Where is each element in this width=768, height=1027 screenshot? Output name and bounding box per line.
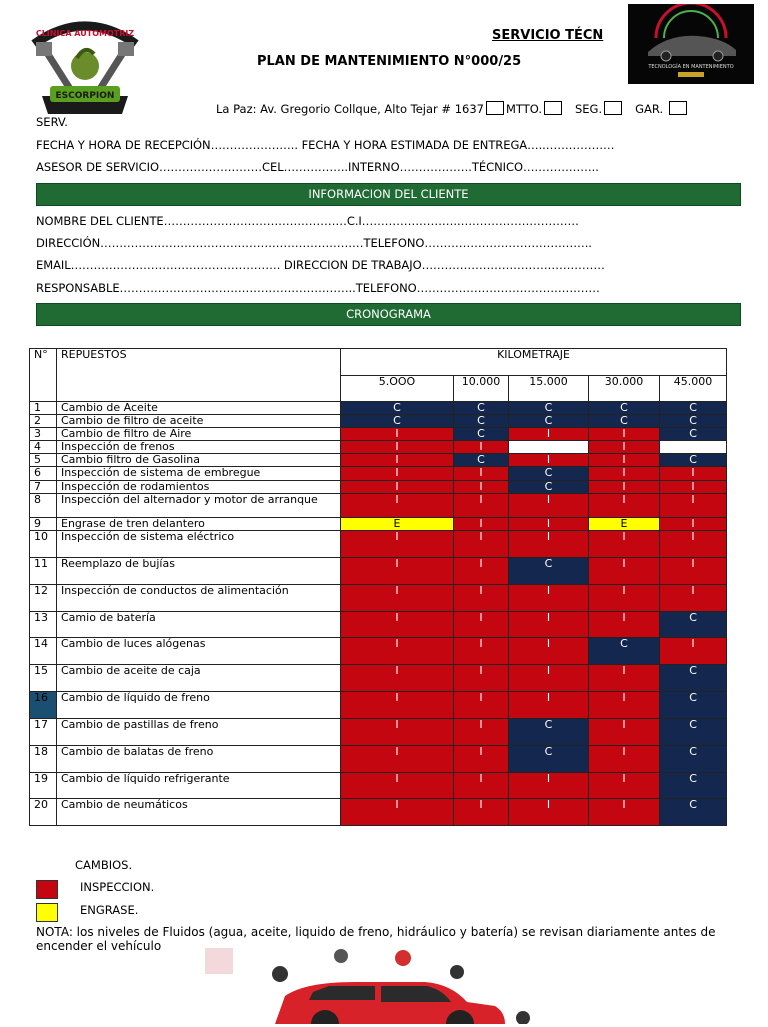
schedule-cell-5.OOO: I <box>341 558 454 585</box>
col-number-header: N° <box>30 349 57 402</box>
seg-label: SEG. <box>574 102 603 116</box>
schedule-cell-30.000: I <box>589 773 660 799</box>
legend-inspection: INSPECCION. <box>80 880 155 894</box>
schedule-cell-15.000: I <box>509 494 589 518</box>
client-name-field[interactable]: NOMBRE DEL CLIENTE…………………………………………C.I……………………..…………………………. <box>36 214 579 228</box>
client-email-field[interactable]: EMAIL………………………………………………. DIRECCION DE TRABAJO………………………………………… <box>36 258 605 272</box>
schedule-cell-45.000: I <box>660 494 727 518</box>
schedule-cell-15.000: C <box>509 481 589 494</box>
section-client-info: INFORMACION DEL CLIENTE <box>36 183 741 206</box>
schedule-cell-5.OOO: I <box>341 441 454 454</box>
table-row <box>30 585 727 612</box>
row-number: 11 <box>30 558 57 585</box>
schedule-cell-30.000: I <box>589 441 660 454</box>
schedule-cell-45.000: I <box>660 518 727 531</box>
row-item: Engrase de tren delantero <box>57 518 341 531</box>
logo-bottom-text: ESCORPION <box>55 91 115 101</box>
row-item: Cambio de balatas de freno <box>57 746 341 773</box>
mtto-checkbox[interactable] <box>544 101 562 115</box>
km-header-30000: 30.000 <box>589 376 660 402</box>
schedule-cell-15.000: I <box>509 665 589 692</box>
schedule-cell-45.000: I <box>660 467 727 481</box>
schedule-body <box>30 402 727 826</box>
table-row <box>30 441 727 454</box>
schedule-cell-15.000: I <box>509 585 589 612</box>
schedule-cell-5.OOO: I <box>341 746 454 773</box>
schedule-cell-45.000: C <box>660 402 727 415</box>
maintenance-schedule-table <box>29 348 727 826</box>
section-schedule: CRONOGRAMA <box>36 303 741 326</box>
table-row <box>30 612 727 638</box>
schedule-cell-15.000: C <box>509 402 589 415</box>
car-illustration <box>205 944 575 1024</box>
row-item: Cambio filtro de Gasolina <box>57 454 341 467</box>
schedule-cell-5.OOO: I <box>341 494 454 518</box>
table-row <box>30 518 727 531</box>
schedule-cell-45.000: C <box>660 773 727 799</box>
schedule-cell-15.000: I <box>509 428 589 441</box>
schedule-cell-45.000: C <box>660 415 727 428</box>
km-header-15000: 15.000 <box>509 376 589 402</box>
schedule-cell-30.000: I <box>589 467 660 481</box>
schedule-cell-15.000: I <box>509 531 589 558</box>
schedule-cell-15.000: I <box>509 692 589 719</box>
schedule-cell-5.OOO: I <box>341 665 454 692</box>
schedule-cell-45.000: I <box>660 558 727 585</box>
schedule-cell-45.000: C <box>660 799 727 826</box>
row-item: Inspección de sistema eléctrico <box>57 531 341 558</box>
schedule-cell-10.000: C <box>454 454 509 467</box>
schedule-cell-30.000: E <box>589 518 660 531</box>
schedule-cell-45.000: C <box>660 612 727 638</box>
schedule-cell-45.000 <box>660 441 727 454</box>
row-number: 17 <box>30 719 57 746</box>
schedule-cell-10.000: I <box>454 665 509 692</box>
table-row <box>30 415 727 428</box>
row-number: 2 <box>30 415 57 428</box>
row-number: 6 <box>30 467 57 481</box>
table-row <box>30 467 727 481</box>
schedule-cell-45.000: C <box>660 746 727 773</box>
schedule-cell-10.000: I <box>454 719 509 746</box>
schedule-cell-5.OOO: E <box>341 518 454 531</box>
legend-inspection-swatch <box>36 880 58 899</box>
schedule-cell-10.000: I <box>454 518 509 531</box>
schedule-cell-15.000: I <box>509 518 589 531</box>
schedule-cell-45.000: I <box>660 531 727 558</box>
schedule-cell-10.000: I <box>454 638 509 665</box>
schedule-cell-30.000: I <box>589 746 660 773</box>
schedule-cell-5.OOO: C <box>341 402 454 415</box>
schedule-cell-15.000: C <box>509 558 589 585</box>
table-row <box>30 638 727 665</box>
schedule-cell-5.OOO: I <box>341 585 454 612</box>
row-item: Cambio de Aceite <box>57 402 341 415</box>
row-number: 5 <box>30 454 57 467</box>
schedule-cell-30.000: I <box>589 454 660 467</box>
col-km-header: KILOMETRAJE <box>341 349 727 376</box>
table-row <box>30 773 727 799</box>
row-item: Cambio de luces alógenas <box>57 638 341 665</box>
serv-label: SERV. <box>36 115 68 129</box>
row-item: Inspección de rodamientos <box>57 481 341 494</box>
schedule-cell-30.000: I <box>589 494 660 518</box>
km-header-5000: 5.OOO <box>341 376 454 402</box>
row-number: 10 <box>30 531 57 558</box>
table-row <box>30 665 727 692</box>
table-row <box>30 494 727 518</box>
schedule-cell-15.000: C <box>509 415 589 428</box>
schedule-cell-30.000: I <box>589 665 660 692</box>
row-number: 9 <box>30 518 57 531</box>
schedule-cell-30.000: I <box>589 799 660 826</box>
schedule-cell-10.000: C <box>454 415 509 428</box>
gar-checkbox[interactable] <box>669 101 687 115</box>
client-responsible-field[interactable]: RESPONSABLE……………………………………………………..TELEFONO………………………………………… <box>36 281 600 295</box>
schedule-cell-30.000: I <box>589 585 660 612</box>
schedule-cell-10.000: C <box>454 428 509 441</box>
schedule-cell-15.000: C <box>509 467 589 481</box>
schedule-cell-15.000: C <box>509 719 589 746</box>
scorpion-logo-icon <box>22 14 148 118</box>
schedule-cell-30.000: C <box>589 638 660 665</box>
schedule-cell-10.000: I <box>454 467 509 481</box>
schedule-cell-5.OOO: I <box>341 428 454 441</box>
schedule-cell-5.OOO: I <box>341 454 454 467</box>
row-item: Cambio de líquido de freno <box>57 692 341 719</box>
advisor-field[interactable]: ASESOR DE SERVICIO………………………CEL……………..INTERNO……………….TÉCNICO……………….. <box>36 160 599 174</box>
schedule-cell-30.000: I <box>589 612 660 638</box>
address-line <box>216 101 689 116</box>
row-number: 4 <box>30 441 57 454</box>
row-item: Inspección de frenos <box>57 441 341 454</box>
schedule-cell-5.OOO: I <box>341 467 454 481</box>
schedule-cell-30.000: I <box>589 531 660 558</box>
schedule-cell-10.000: I <box>454 692 509 719</box>
schedule-cell-10.000: I <box>454 441 509 454</box>
table-row <box>30 531 727 558</box>
table-row <box>30 454 727 467</box>
row-item: Inspección de sistema de embregue <box>57 467 341 481</box>
row-number: 13 <box>30 612 57 638</box>
row-number: 12 <box>30 585 57 612</box>
gar-label: GAR. <box>635 102 664 116</box>
address-text: La Paz: Av. Gregorio Collque, Alto Tejar # 1637 <box>216 102 484 116</box>
row-item: Cambio de filtro de aceite <box>57 415 341 428</box>
km-header-45000: 45.000 <box>660 376 727 402</box>
schedule-cell-10.000: I <box>454 481 509 494</box>
row-item: Cambio de aceite de caja <box>57 665 341 692</box>
schedule-cell-15.000: C <box>509 746 589 773</box>
schedule-cell-45.000: C <box>660 719 727 746</box>
row-number: 16 <box>30 692 57 719</box>
logo-right-text: TECNOLOGÍA EN MANTENIMIENTO <box>648 64 734 70</box>
schedule-cell-30.000: I <box>589 692 660 719</box>
fluids-note: NOTA: los niveles de Fluidos (agua, aceite, liquido de freno, hidráulico y batería) se revisan diariamente antes de encender el vehículo <box>36 925 716 953</box>
row-number: 20 <box>30 799 57 826</box>
schedule-cell-30.000: I <box>589 428 660 441</box>
red-car-icon <box>205 944 575 1024</box>
legend-grease: ENGRASE. <box>80 903 139 917</box>
schedule-cell-15.000 <box>509 441 589 454</box>
schedule-cell-30.000: I <box>589 558 660 585</box>
schedule-cell-5.OOO: I <box>341 773 454 799</box>
schedule-cell-10.000: I <box>454 773 509 799</box>
schedule-cell-15.000: I <box>509 773 589 799</box>
schedule-cell-15.000: I <box>509 799 589 826</box>
schedule-cell-30.000: I <box>589 481 660 494</box>
schedule-cell-5.OOO: I <box>341 481 454 494</box>
schedule-cell-5.OOO: C <box>341 415 454 428</box>
schedule-cell-10.000: I <box>454 799 509 826</box>
legend-changes: CAMBIOS. <box>75 858 133 872</box>
workshop-logo <box>22 14 148 118</box>
table-row <box>30 558 727 585</box>
client-address-field[interactable]: DIRECCIÓN……………………………………………………………TELEFONO…………………………………….. <box>36 236 592 250</box>
car-gauge-logo-icon <box>628 4 754 84</box>
row-item: Camio de batería <box>57 612 341 638</box>
row-item: Inspección de conductos de alimentación <box>57 585 341 612</box>
row-number: 19 <box>30 773 57 799</box>
schedule-cell-5.OOO: I <box>341 638 454 665</box>
seg-checkbox[interactable] <box>604 101 622 115</box>
km-header-10000: 10.000 <box>454 376 509 402</box>
schedule-cell-5.OOO: I <box>341 692 454 719</box>
schedule-cell-45.000: C <box>660 428 727 441</box>
schedule-cell-15.000: I <box>509 454 589 467</box>
col-parts-header: REPUESTOS <box>57 349 341 402</box>
schedule-cell-45.000: I <box>660 638 727 665</box>
schedule-cell-30.000: I <box>589 719 660 746</box>
table-row <box>30 481 727 494</box>
row-item: Cambio de líquido refrigerante <box>57 773 341 799</box>
row-number: 1 <box>30 402 57 415</box>
schedule-cell-5.OOO: I <box>341 531 454 558</box>
row-number: 3 <box>30 428 57 441</box>
row-number: 18 <box>30 746 57 773</box>
schedule-cell-10.000: I <box>454 746 509 773</box>
row-number: 8 <box>30 494 57 518</box>
row-item: Inspección del alternador y motor de arranque <box>57 494 341 518</box>
table-row <box>30 799 727 826</box>
row-number: 14 <box>30 638 57 665</box>
schedule-cell-45.000: C <box>660 665 727 692</box>
serv-checkbox[interactable] <box>486 101 504 115</box>
row-number: 7 <box>30 481 57 494</box>
row-item: Reemplazo de bujías <box>57 558 341 585</box>
row-number: 15 <box>30 665 57 692</box>
logo-top-text: CLINICA AUTOMOTRIZ <box>35 29 135 38</box>
page-title: SERVICIO TÉCN <box>492 28 604 43</box>
schedule-cell-5.OOO: I <box>341 719 454 746</box>
schedule-cell-15.000: I <box>509 638 589 665</box>
schedule-cell-10.000: I <box>454 494 509 518</box>
schedule-cell-45.000: C <box>660 692 727 719</box>
table-header-row <box>30 349 727 376</box>
reception-field[interactable]: FECHA Y HORA DE RECEPCIÓN………………….. FECHA Y HORA ESTIMADA DE ENTREGA…..……………… <box>36 138 615 152</box>
row-item: Cambio de filtro de Aire <box>57 428 341 441</box>
schedule-cell-10.000: C <box>454 402 509 415</box>
row-item: Cambio de neumáticos <box>57 799 341 826</box>
table-row <box>30 719 727 746</box>
schedule-cell-10.000: I <box>454 558 509 585</box>
table-row <box>30 402 727 415</box>
schedule-cell-10.000: I <box>454 531 509 558</box>
schedule-cell-30.000: C <box>589 415 660 428</box>
schedule-cell-30.000: C <box>589 402 660 415</box>
schedule-cell-5.OOO: I <box>341 612 454 638</box>
table-row <box>30 692 727 719</box>
mtto-label: MTTO. <box>506 102 543 116</box>
schedule-cell-15.000: I <box>509 612 589 638</box>
schedule-cell-5.OOO: I <box>341 799 454 826</box>
table-row <box>30 428 727 441</box>
row-item: Cambio de pastillas de freno <box>57 719 341 746</box>
plan-number: PLAN DE MANTENIMIENTO N°000/25 <box>257 54 522 69</box>
schedule-cell-45.000: I <box>660 481 727 494</box>
schedule-cell-10.000: I <box>454 612 509 638</box>
schedule-cell-45.000: I <box>660 585 727 612</box>
brand-logo <box>628 4 754 84</box>
table-row <box>30 746 727 773</box>
schedule-cell-45.000: C <box>660 454 727 467</box>
legend-grease-swatch <box>36 903 58 922</box>
schedule-cell-10.000: I <box>454 585 509 612</box>
